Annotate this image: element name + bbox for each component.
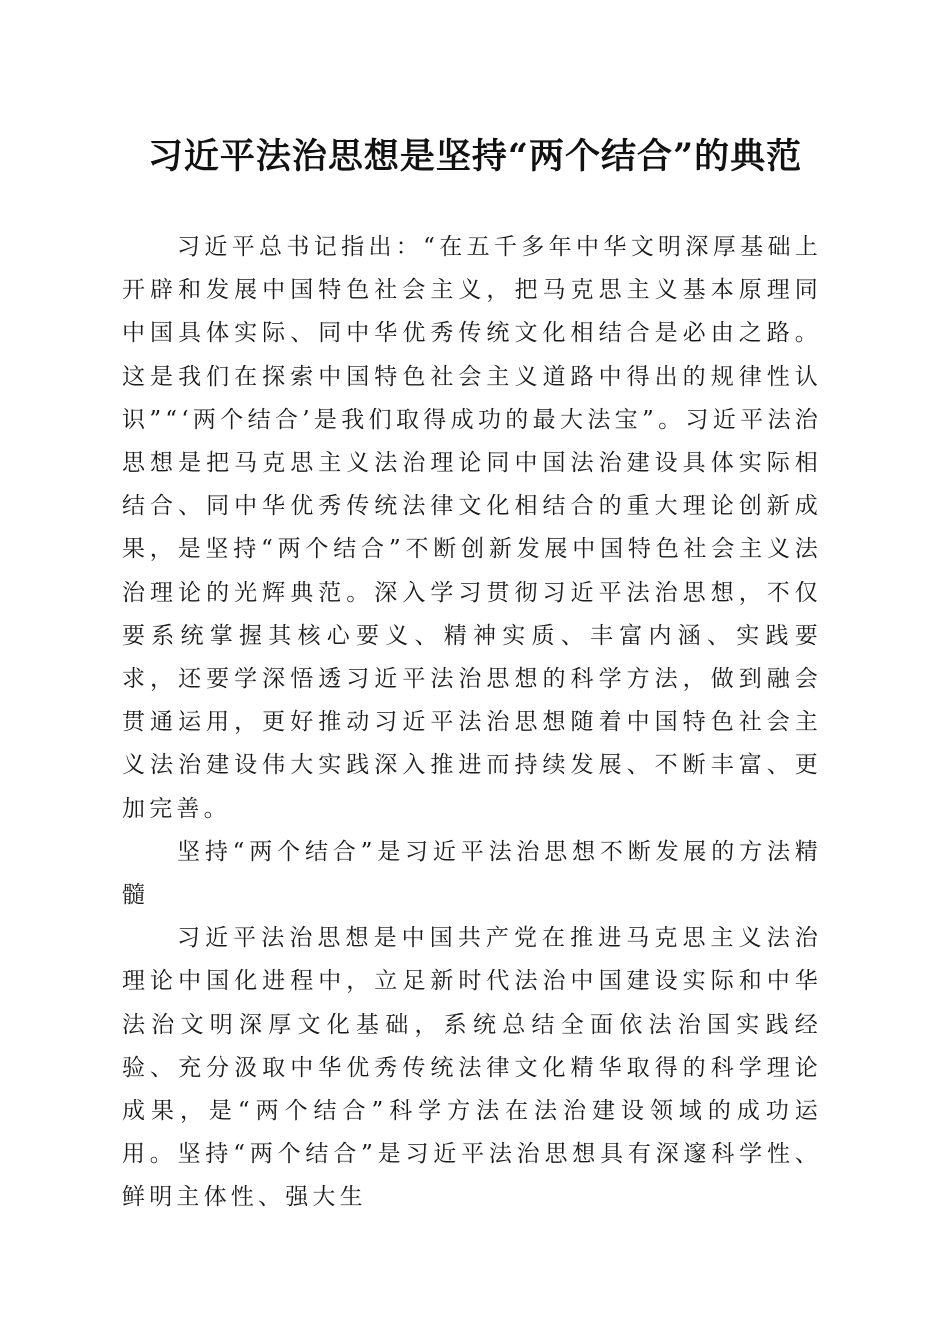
document-title: 习近平法治思想是坚持“两个结合”的典范 (147, 136, 803, 177)
paragraph-section-body: 习近平法治思想是中国共产党在推进马克思主义法治理论中国化进程中，立足新时代法治中国建设实际和中华法治文明深厚文化基础，系统总结全面依法治国实践经验、充分汲取中华优秀传统法律文化精华取得的科学理论成果，是“两个结合”科学方法在法治建设领域的成功运用。坚持“两个结合”是习近平法治思想具有深邃科学性、鲜明主体性、强大生 (122, 925, 822, 1211)
document-body (122, 226, 822, 1220)
paragraph-intro: 习近平总书记指出：“在五千多年中华文明深厚基础上开辟和发展中国特色社会主义，把马克思主义基本原理同中国具体实际、同中华优秀传统文化相结合是必由之路。这是我们在探索中国特色社会主义道路中得出的规律性认识”“‘两个结合’是我们取得成功的最大法宝”。习近平法治思想是把马克思主义法治理论同中国法治建设具体实际相结合、同中华优秀传统法律文化相结合的重大理论创新成果，是坚持“两个结合”不断创新发展中国特色社会主义法治理论的光辉典范。深入学习贯彻习近平法治思想，不仅要系统掌握其核心要义、精神实质、丰富内涵、实践要求，还要学深悟透习近平法治思想的科学方法，做到融会贯通运用，更好推动习近平法治思想随着中国特色社会主义法治建设伟大实践深入推进而持续发展、不断丰富、更加完善。 (122, 234, 822, 822)
section-heading: 坚持“两个结合”是习近平法治思想不断发展的方法精髓 (122, 838, 822, 909)
